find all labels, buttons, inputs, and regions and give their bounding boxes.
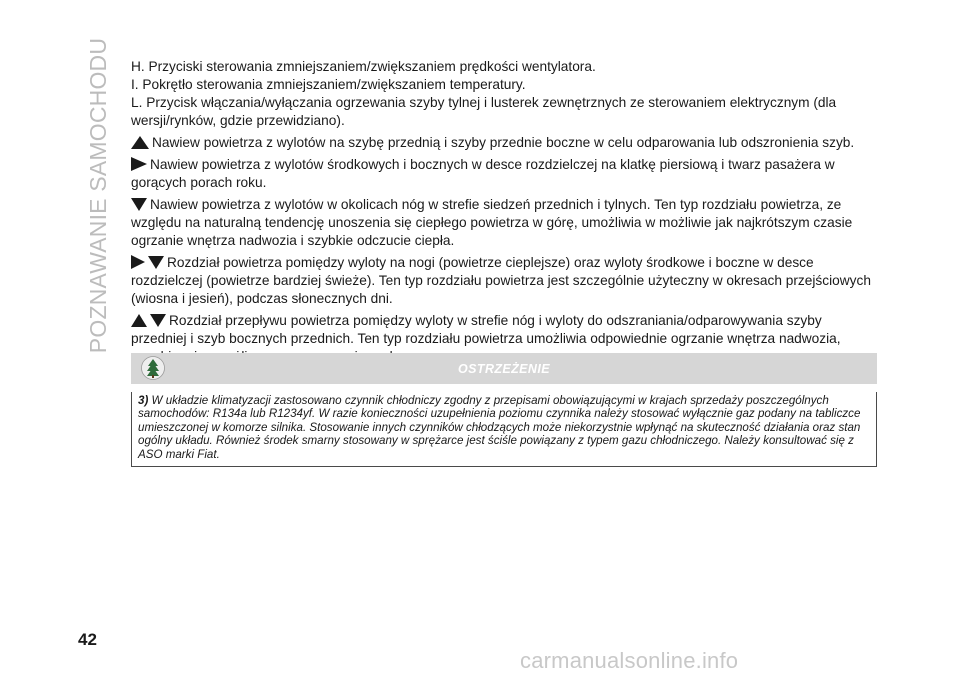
arrow-down-icon: [131, 198, 147, 211]
main-content: [131, 58, 877, 366]
warning-header: [131, 353, 877, 384]
airflow-text: Nawiew powietrza z wylotów środkowych i bocznych w desce rozdzielczej na klatkę piersiową i twarz pasażera w gorących porach roku.: [131, 157, 835, 190]
airflow-text: Nawiew powietrza z wylotów na szybę przednią i szyby przednie boczne w celu odparowania lub odszronienia szyb.: [152, 135, 855, 150]
airflow-text: Rozdział powietrza pomiędzy wyloty na nogi (powietrze cieplejsze) oraz wyloty środkowe i boczne w desce rozdzielczej (powietrze bardziej świeże). Ten typ rozdziału powietrza jest szczególnie użyteczny w okresach przejściowych (wiosna i jesień), podczas słonecznych dni.: [131, 255, 871, 306]
paragraph-h: H. Przyciski sterowania zmniejszaniem/zwiększaniem prędkości wentylatora.: [131, 59, 596, 74]
tree-icon: [141, 356, 165, 380]
arrow-down-icon: [150, 314, 166, 327]
arrow-up-icon: [131, 314, 147, 327]
warning-note-number: 3): [138, 394, 149, 407]
arrow-up-icon: [131, 136, 149, 149]
side-section-title: [82, 37, 116, 353]
warning-text: W układzie klimatyzacji zastosowano czynnik chłodniczy zgodny z przepisami obowiązującymi w krajach sprzedaży poszczególnych samochodów: R134a lub R1234yf. W razie konieczności uzupełnienia poziomu czynnika należy stosować wyłącznie gaz podany na tabliczce umieszczonej w komorze silnika. Stosowanie innych czynników chłodzących może niekorzystnie wpłynąć na skuteczność działania oraz stan ogólny układu. Również środek smarny stosowany w sprężarce jest ściśle powiązany z typem gazu chłodniczego. Należy konsultować się z ASO marki Fiat.: [138, 394, 861, 461]
airflow-item-windscreen: [131, 134, 877, 152]
paragraph-l: L. Przycisk włączania/wyłączania ogrzewania szyby tylnej i lusterek zewnętrznych ze sterowaniem elektrycznym (dla wersji/rynków, gdzie przewidziano).: [131, 95, 837, 128]
page-number: 42: [78, 630, 97, 649]
airflow-item-face: [131, 156, 877, 192]
airflow-text: Rozdział przepływu powietrza pomiędzy wyloty w strefie nóg i wyloty do odszraniania/odparowywania szyby przedniej i szyb bocznych przednich. Ten typ rozdziału powietrza umożliwia odpowiednie ogrzanie wnętrza nadwozia,: [131, 313, 841, 346]
airflow-item-feet: [131, 196, 877, 250]
warning-body: [131, 392, 877, 467]
arrow-right-icon: [131, 255, 145, 269]
arrow-right-icon: [131, 157, 147, 171]
warning-title: OSTRZEŻENIE: [458, 361, 550, 376]
warning-box: [131, 353, 877, 467]
side-section-title-text: POZNAWANIE SAMOCHODU: [85, 37, 112, 353]
airflow-text: Nawiew powietrza z wylotów w okolicach nóg w strefie siedzeń przednich i tylnych. Ten typ rozdziału powietrza, ze względu na naturalną tendencję unoszenia się ciepłego powietrza w górę, umożliwia w możliwie jak najkrótszym czasie ogrzanie wnętrza nadwozia i szybkie odczucie ciepła.: [131, 197, 853, 248]
airflow-item-feet-face: [131, 254, 877, 308]
paragraph-i: I. Pokrętło sterowania zmniejszaniem/zwiększaniem temperatury.: [131, 77, 526, 92]
watermark: carmanualsonline.info: [520, 648, 739, 673]
arrow-down-icon: [148, 256, 164, 269]
